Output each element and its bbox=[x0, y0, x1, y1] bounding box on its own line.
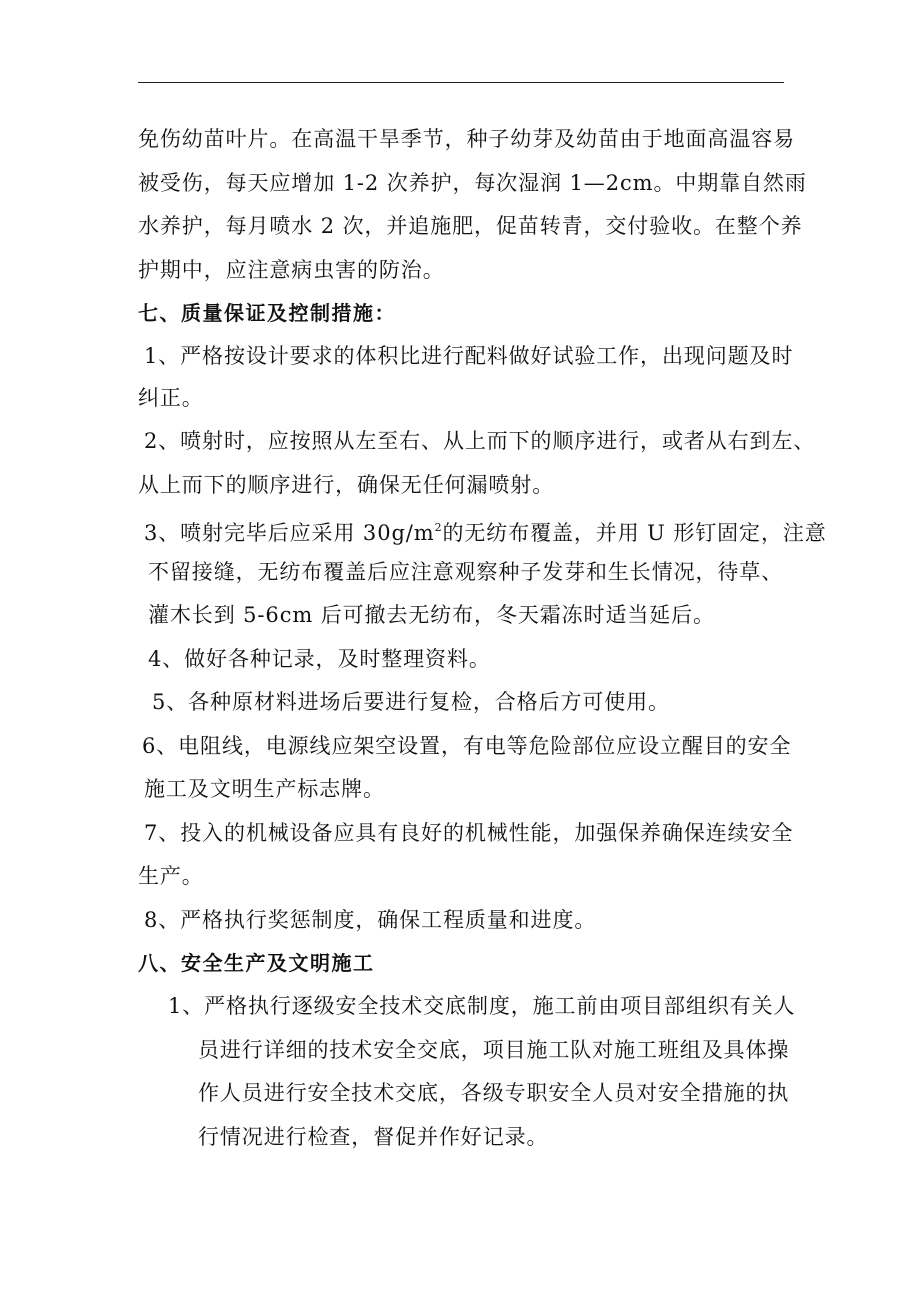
list-item-continued: 作人员进行安全技术交底，各级专职安全人员对安全措施的执 bbox=[198, 1081, 790, 1105]
list-item: 8、严格执行奖惩制度，确保工程质量和进度。 bbox=[144, 908, 597, 932]
list-item-continued: 行情况进行检查，督促并作好记录。 bbox=[198, 1125, 549, 1149]
superscript: 2 bbox=[434, 521, 443, 534]
list-item: 7、投入的机械设备应具有良好的机械性能，加强保养确保连续安全 bbox=[144, 821, 794, 845]
list-item-continued: 灌木长到 5-6cm 后可撤去无纺布，冬天霜冻时适当延后。 bbox=[148, 603, 715, 627]
section-heading-7: 七、质量保证及控制措施： bbox=[138, 301, 396, 325]
list-item: 1、严格按设计要求的体积比进行配料做好试验工作，出现问题及时 bbox=[144, 344, 794, 368]
list-item-continued: 员进行详细的技术安全交底，项目施工队对施工班组及具体操 bbox=[198, 1038, 790, 1062]
list-item bbox=[144, 513, 827, 548]
list-item-continued: 不留接缝，无纺布覆盖后应注意观察种子发芽和生长情况，待草、 bbox=[148, 560, 784, 584]
paragraph-line: 护期中，应注意病虫害的防治。 bbox=[138, 258, 445, 282]
list-item-continued: 从上而下的顺序进行，确保无任何漏喷射。 bbox=[138, 473, 555, 497]
header-rule bbox=[138, 82, 784, 83]
paragraph-line: 免伤幼苗叶片。在高温干旱季节，种子幼芽及幼苗由于地面高温容易 bbox=[138, 127, 795, 151]
list-item-continued: 纠正。 bbox=[138, 386, 204, 410]
list-item-continued: 施工及文明生产标志牌。 bbox=[144, 777, 385, 801]
list-item-continued: 生产。 bbox=[138, 864, 204, 888]
list-item: 5、各种原材料进场后要进行复检，合格后方可使用。 bbox=[152, 690, 670, 714]
list-item: 1、严格执行逐级安全技术交底制度，施工前由项目部组织有关人 bbox=[168, 994, 796, 1018]
paragraph-line: 水养护，每月喷水 2 次，并追施肥，促苗转青，交付验收。在整个养 bbox=[138, 214, 803, 238]
list-item: 6、电阻线，电源线应架空设置，有电等危险部位应设立醒目的安全 bbox=[142, 734, 792, 758]
list-item-text: 3、喷射完毕后应采用 30g/m bbox=[144, 521, 435, 545]
list-item: 2、喷射时，应按照从左至右、从上而下的顺序进行，或者从右到左、 bbox=[144, 429, 816, 453]
list-item-text: 的无纺布覆盖，并用 U 形钉固定，注意 bbox=[442, 521, 827, 545]
section-heading-8: 八、安全生产及文明施工 bbox=[138, 951, 375, 975]
list-item: 4、做好各种记录，及时整理资料。 bbox=[148, 647, 491, 671]
paragraph-line: 被受伤，每天应增加 1-2 次养护，每次湿润 1—2cm。中期靠自然雨 bbox=[138, 171, 807, 195]
